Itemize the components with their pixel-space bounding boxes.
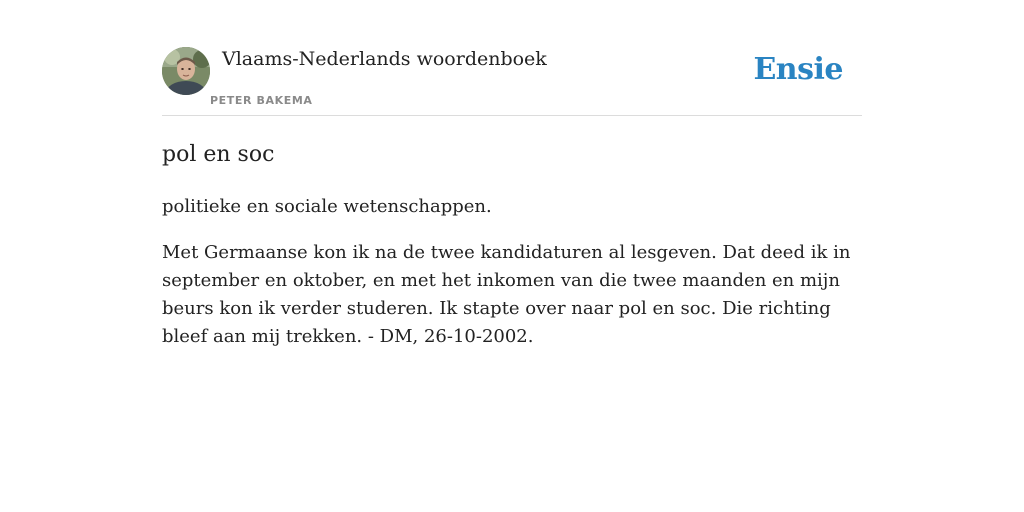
brand-logo[interactable]: Ensie <box>753 52 843 87</box>
author-avatar[interactable] <box>162 47 210 95</box>
header <box>162 46 862 116</box>
dictionary-title[interactable]: Vlaams-Nederlands woordenboek <box>222 48 547 70</box>
avatar-photo <box>162 47 210 95</box>
entry-example: Met Germaanse kon ik na de twee kandidaturen al lesgeven. Dat deed ik in september en oktober, en met het inkomen van die twee maanden en mijn beurs kon ik verder studeren. Ik stapte over naar pol en soc. Die richting bleef aan mij trekken. - DM, 26-10-2002. <box>162 242 851 347</box>
entry-definition: politieke en sociale wetenschappen. <box>162 196 492 217</box>
author-name[interactable]: PETER BAKEMA <box>210 94 313 107</box>
entry-term: pol en soc <box>162 142 275 167</box>
